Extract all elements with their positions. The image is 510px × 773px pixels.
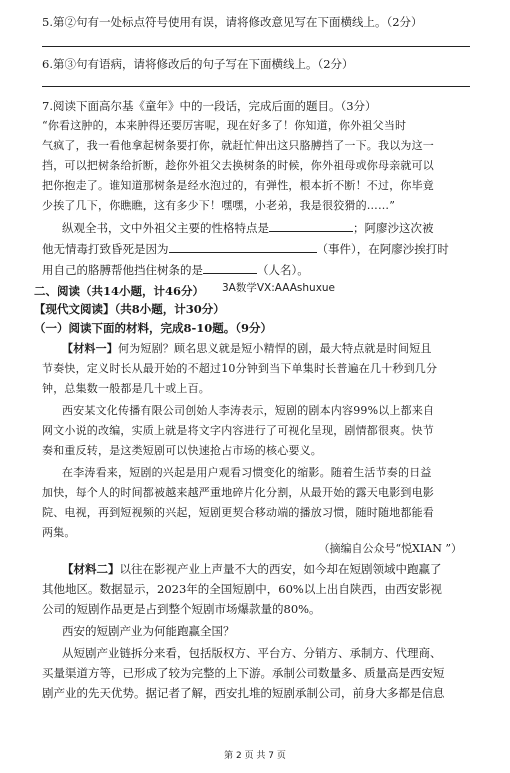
question-5: 5.第②句有一处标点符号使用有误，请将修改意见写在下面横线上。（2分） xyxy=(42,15,423,29)
paragraph-line: 剧产业的先天优势。据记者了解，西安扎堆的短剧承制公司，前身大多都是信息 xyxy=(42,686,445,700)
question-6: 6.第③句有语病，请将修改后的句子写在下面横线上。（2分） xyxy=(42,57,354,71)
modern-reading-title: 【现代文阅读】（共8小题，计30分） xyxy=(34,302,225,316)
paragraph-line: 加快，每个人的时间都被越来越严重地碎片化分割，从最开始的露天电影到电影 xyxy=(42,486,434,499)
passage-line: 少挨了几下，你瞧瞧，这有多少下！嘿嘿，小老弟，我是很狡猾的……” xyxy=(42,199,396,212)
paragraph-line: 在李涛看来，短剧的兴起是用户观看习惯变化的缩影。随着生活节奏的日益 xyxy=(62,466,432,479)
passage-line: 气疯了，我一看他拿起树条要打你，就赶忙伸出这只胳膊挡了一下。我以为这一 xyxy=(42,139,434,152)
source-citation: （摘编自公众号“悦XIAN ”） xyxy=(318,542,462,555)
fill-line-1: 纵观全书，文中外祖父主要的性格特点是 ；阿廖沙这次被 xyxy=(62,221,434,235)
material-2-line: 【材料二】以往在影视产业上声量不大的西安，如今却在短剧领域中跑赢了 xyxy=(62,562,442,576)
passage-line: “你看这肿的，本来肿得还要厉害呢，现在好多了！你知道，你外祖父当时 xyxy=(42,119,407,132)
page-footer: 第 2 页 共 7 页 xyxy=(224,751,286,761)
passage-line: 挡，可以把树条给折断，趁你外祖父去换树条的时候，你外祖母或你母亲就可以 xyxy=(42,159,434,172)
material-1-line: 【材料一】何为短剧？顾名思义就是短小精悍的剧，最大特点就是时间短且 xyxy=(62,342,432,355)
part-1-title: （一）阅读下面的材料，完成8-10题。（9分） xyxy=(34,321,273,335)
paragraph-line: 网文小说的改编，实质上就是将文字内容进行了可视化呈现，剧情都很爽。快节 xyxy=(42,424,434,437)
paragraph-line: 院、电视，再到短视频的兴起，短剧更契合移动端的播放习惯，随时随地都能看 xyxy=(42,506,434,519)
material-1-line: 钟，总集数一般都是几十或上百。 xyxy=(42,382,210,395)
watermark: 3A数学VX:AAAshuxue xyxy=(222,282,336,294)
answer-line-5 xyxy=(42,46,470,47)
question-7: 7.阅读下面高尔基《童年》中的一段话，完成后面的题目。（3分） xyxy=(42,99,377,113)
section-2-title: 二、阅读（共14小题，计46分） xyxy=(34,284,205,298)
blank-name[interactable] xyxy=(203,261,257,274)
blank-event[interactable] xyxy=(169,240,317,253)
paragraph-line: 从短剧产业链拆分来看，包括版权方、平台方、分销方、承制方、代理商、 xyxy=(62,646,442,660)
material-2-line: 其他地区。数据显示，2023年的全国短剧中，60%以上出自陕西，由西安影视 xyxy=(42,582,442,596)
passage-line: 把你抱走了。谁知道那树条是经水泡过的，有弹性，根本折不断！不过，你毕竟 xyxy=(42,179,434,192)
paragraph-line: 西安某文化传播有限公司创始人李涛表示，短剧的剧本内容99%以上都来自 xyxy=(62,404,435,417)
paragraph-line: 奏和重反转，是这类短剧可以快速抢占市场的核心要义。 xyxy=(42,444,322,457)
fill-line-3: 用自己的胳膊帮他挡住树条的是 （人名）。 xyxy=(42,263,309,277)
answer-line-6 xyxy=(42,86,470,87)
paragraph-line: 买量渠道方等，已形成了较为完整的上下游。承制公司数量多、质量高是西安短 xyxy=(42,666,445,680)
paragraph-line: 两集。 xyxy=(42,526,76,539)
material-1-line: 节奏快，定义时长从最开始的不超过10分钟到当下单集时长普遍在几十秒到几分 xyxy=(42,362,438,375)
fill-line-2: 他无情毒打致昏死是因为 （事件），在阿廖沙挨打时 xyxy=(42,242,449,256)
paragraph-line: 西安的短剧产业为何能跑赢全国？ xyxy=(62,624,235,638)
blank-trait[interactable] xyxy=(269,219,353,232)
material-2-line: 公司的短剧作品更是占到整个短剧市场爆款量的80%。 xyxy=(42,602,321,616)
